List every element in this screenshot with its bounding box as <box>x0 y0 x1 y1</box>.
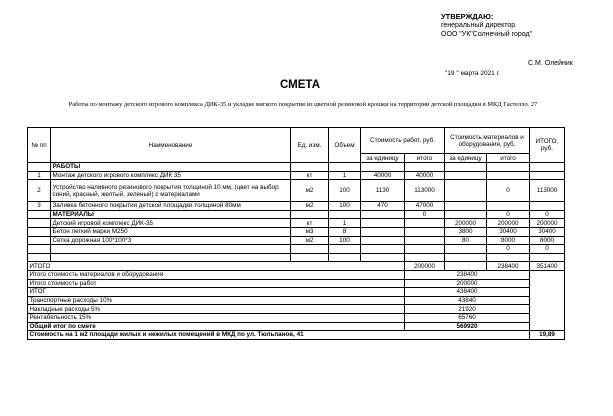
per-m2-row <box>28 331 565 340</box>
document-subtitle: Работы по монтажу детского игрового комплекса ДИК-35 и укладке мягкого покрытия из цветной резиновой крошки на территории детской площадки в МКД Гастелло. 27 <box>68 101 538 108</box>
grand-total-row: ИТОГО 200000 238400 351400 <box>28 262 565 271</box>
header-num: № пп <box>28 128 51 163</box>
works-section-label: РАБОТЫ <box>51 163 291 172</box>
table-row: 3 Заливка бетонного покрытия детской площадки толщиной 80мм м2 100 470 47000 <box>28 202 565 211</box>
summary-row: Рентабельность 15% 65760 <box>28 313 565 322</box>
header-works-sum: итого <box>405 154 445 163</box>
summary-row: Транспортные расходы 10% 43840 <box>28 296 565 305</box>
works-section-row <box>28 163 565 172</box>
final-total-label: Общий итог по смете <box>28 322 405 331</box>
header-total: ИТОГО, руб. <box>530 128 565 163</box>
materials-section-label: МАТЕРИАЛЫ <box>51 210 291 219</box>
table-row: 0 0 <box>28 245 565 254</box>
document-title: СМЕТА <box>279 79 320 91</box>
header-unit: Ед. изм. <box>291 128 329 163</box>
final-total-row <box>28 322 565 331</box>
summary-row: Накладные расходы 5% 21920 <box>28 305 565 314</box>
table-row: Бетон легкий марки М250 м3 8 3800 30400 30400 <box>28 227 565 236</box>
empty-row <box>28 253 565 262</box>
final-total-value: 569920 <box>405 322 530 331</box>
approval-signatory: С.М. Олейник <box>528 60 573 67</box>
approval-block <box>441 12 601 77</box>
estimate-table <box>27 127 565 340</box>
summary-row: ИТОГ 438400 <box>28 288 565 297</box>
header-name: Наименование <box>51 128 291 163</box>
summary-row: Итого стоимость материалов и оборудования 238400 <box>28 270 565 279</box>
table-row: Детский игровой комплекс ДИК-35 кт 1 200000 200000 200000 <box>28 219 565 228</box>
table-row: Сетка дорожная 100*100*3 м2 100 80 8000 8000 <box>28 236 565 245</box>
grand-total-label: ИТОГО <box>28 262 405 271</box>
table-row: 1 Монтаж детского игрового комплекс ДИК 35 кт 1 40000 40000 <box>28 171 565 180</box>
header-works-cost: Стоимость работ, руб. <box>361 128 445 154</box>
per-m2-label: Стоимость на 1 м2 площади жилых и нежилых помещений в МКД по ул. Тюльпанов, 41 <box>28 331 530 340</box>
table-row: 2 Устройство наливного резинового покрытия толщиной 10 мм, (цвет на выбор синий, красный, желтый, зеленый) с материалами м2 100 1130 113000 0 113000 <box>28 180 565 202</box>
approval-company: ООО "УК"Солнечный город" <box>441 31 533 38</box>
approval-title: УТВЕРЖДАЮ: <box>441 12 494 21</box>
summary-row: Итого стоимость работ 200000 <box>28 279 565 288</box>
per-m2-value: 19,89 <box>530 331 565 340</box>
approval-position: генеральный директор <box>441 22 516 29</box>
header-materials-cost: Стоимость материалов и оборудования, руб. <box>445 128 530 154</box>
header-materials-per-unit: за единицу <box>445 154 487 163</box>
materials-section-row: МАТЕРИАЛЫ 0 0 0 <box>28 210 565 219</box>
header-works-per-unit: за единицу <box>361 154 405 163</box>
approval-date: "19 " марта 2021 г. <box>445 70 500 77</box>
header-volume: Объем <box>329 128 361 163</box>
header-materials-sum: итого <box>487 154 530 163</box>
